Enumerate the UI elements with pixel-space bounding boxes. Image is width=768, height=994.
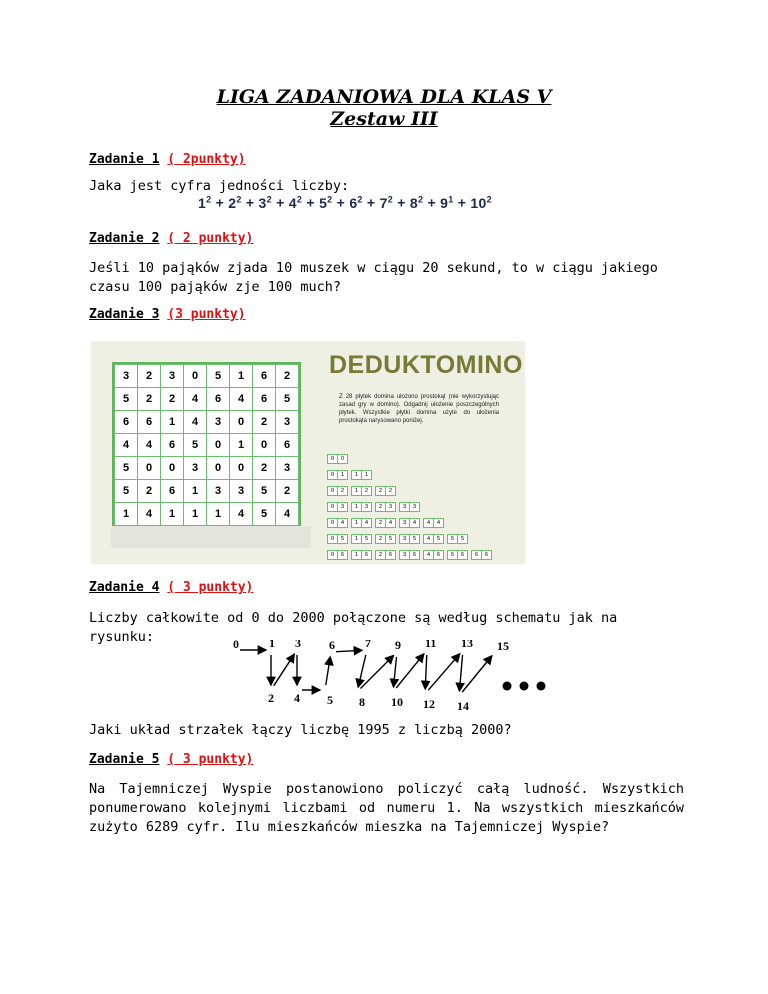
plus-sign: + — [362, 194, 380, 211]
domino-tile — [471, 550, 491, 560]
domino-half: 5 — [447, 550, 458, 560]
grid-cell: 1 — [161, 411, 184, 434]
domino-half: 3 — [399, 534, 410, 544]
formula-term: $6^2$ — [349, 194, 363, 211]
task-points: ( 2 punkty) — [167, 231, 254, 246]
domino-tile — [327, 486, 347, 496]
domino-half: 5 — [433, 534, 444, 544]
grid-cell: 2 — [138, 388, 161, 411]
grid-cell: 3 — [207, 411, 230, 434]
plus-sign: + — [271, 194, 289, 211]
domino-tile — [375, 534, 395, 544]
formula-term: $5^2$ — [319, 194, 333, 211]
domino-half: 0 — [327, 550, 338, 560]
task-points: ( 3 punkty) — [167, 752, 254, 767]
formula-term: $7^2$ — [379, 194, 393, 211]
grid-row — [115, 457, 299, 480]
domino-half: 0 — [327, 486, 338, 496]
plus-sign: + — [241, 194, 259, 211]
grid-cell: 1 — [115, 503, 138, 526]
deduktomino-title: DEDUKTOMINO — [329, 351, 523, 379]
grid-cell: 1 — [184, 480, 207, 503]
task-3-heading — [89, 307, 246, 322]
domino-half: 6 — [471, 550, 482, 560]
grid-cell: 1 — [184, 503, 207, 526]
grid-cell: 3 — [276, 457, 299, 480]
domino-half: 2 — [361, 486, 372, 496]
scheme-number: 4 — [294, 691, 300, 705]
domino-half: 2 — [375, 486, 386, 496]
grid-cell: 4 — [184, 411, 207, 434]
grid-cell: 4 — [115, 434, 138, 457]
domino-tile — [375, 486, 395, 496]
domino-half: 5 — [457, 534, 468, 544]
domino-half: 1 — [337, 470, 348, 480]
grid-cell: 3 — [161, 365, 184, 388]
domino-half: 3 — [399, 502, 410, 512]
task-4-heading — [89, 580, 253, 595]
grid-cell: 1 — [207, 503, 230, 526]
grid-cell: 6 — [207, 388, 230, 411]
scheme-arrow — [425, 655, 427, 689]
grid-row — [115, 388, 299, 411]
domino-tile — [327, 518, 347, 528]
task-5-text: Na Tajemniczej Wyspie postanowiono policzyć całą ludność. Wszystkich ponumerowano kolejnymi liczbami od numeru 1. Na wszystkich mieszkańców zużyto 6289 cyfr. Ilu mieszkańców mieszka na Tajemniczej Wyspie? — [89, 781, 684, 835]
ellipsis-dot — [503, 682, 512, 691]
grid-cell: 2 — [138, 365, 161, 388]
domino-tile — [375, 518, 395, 528]
grid-cell: 6 — [161, 434, 184, 457]
grid-cell: 2 — [161, 388, 184, 411]
domino-tile — [399, 518, 419, 528]
domino-half: 4 — [423, 518, 434, 528]
domino-half: 4 — [423, 534, 434, 544]
domino-half: 1 — [351, 550, 362, 560]
scheme-number: 2 — [268, 691, 274, 705]
scheme-number: 11 — [425, 640, 437, 650]
grid-cell: 0 — [207, 457, 230, 480]
domino-half: 2 — [375, 550, 386, 560]
domino-half: 0 — [327, 502, 338, 512]
grid-cell: 4 — [184, 388, 207, 411]
grid-cell: 2 — [138, 480, 161, 503]
task-label: Zadanie 5 — [89, 752, 160, 767]
grid-cell: 5 — [115, 388, 138, 411]
domino-half: 3 — [385, 502, 396, 512]
domino-tile — [447, 534, 467, 544]
task-label: Zadanie 2 — [89, 231, 160, 246]
grid-cell: 0 — [230, 411, 253, 434]
blank-strip — [111, 526, 311, 548]
task-4-text: Liczby całkowite od 0 do 2000 połączone są według schematu jak na rysunku: — [89, 610, 618, 645]
domino-half: 5 — [385, 534, 396, 544]
formula-term: $3^2$ — [258, 194, 272, 211]
scheme-arrow — [336, 650, 362, 651]
grid-cell: 5 — [115, 457, 138, 480]
arrow-scheme — [225, 640, 555, 710]
domino-half: 4 — [433, 518, 444, 528]
grid-cell: 4 — [138, 434, 161, 457]
grid-cell: 5 — [115, 480, 138, 503]
grid-cell: 0 — [230, 457, 253, 480]
grid-cell: 1 — [230, 365, 253, 388]
domino-half: 0 — [327, 454, 338, 464]
domino-number-grid — [112, 362, 301, 528]
grid-cell: 5 — [253, 503, 276, 526]
grid-cell: 5 — [276, 388, 299, 411]
task-points: ( 2punkty) — [167, 152, 246, 167]
task-label: Zadanie 4 — [89, 580, 160, 595]
ellipsis-dot — [520, 682, 529, 691]
formula-term: $4^2$ — [288, 194, 303, 211]
task-points: (3 punkty) — [167, 307, 246, 322]
deduktomino-description: Z 28 płytek domina ułożono prostokąt (nie wykorzystując zasad gry w domino). Odgadnij ułożenie poszczególnych płytek. Wszystkie płytki domina użyte do ułożenia prostokąta narysowano poniżej. — [339, 394, 499, 424]
grid-cell: 6 — [115, 411, 138, 434]
domino-tile — [399, 550, 419, 560]
scheme-number: 0 — [233, 640, 239, 651]
grid-cell: 2 — [276, 480, 299, 503]
scheme-number: 12 — [423, 697, 435, 710]
domino-half: 6 — [409, 550, 420, 560]
domino-half: 2 — [375, 534, 386, 544]
domino-half: 4 — [361, 518, 372, 528]
scheme-arrow — [326, 657, 330, 685]
grid-cell: 6 — [253, 365, 276, 388]
grid-cell: 1 — [230, 434, 253, 457]
domino-tile — [327, 550, 347, 560]
plus-sign: + — [211, 194, 229, 211]
task-4-question: Jaki układ strzałek łączy liczbę 1995 z liczbą 2000? — [89, 722, 512, 738]
grid-cell: 1 — [161, 503, 184, 526]
domino-half: 1 — [351, 534, 362, 544]
scheme-number: 9 — [395, 640, 401, 652]
task-points: ( 3 punkty) — [167, 580, 254, 595]
grid-row — [115, 503, 299, 526]
domino-half: 6 — [481, 550, 492, 560]
formula-term: $9^1$ — [440, 194, 454, 211]
domino-tile — [423, 534, 443, 544]
domino-half: 0 — [327, 470, 338, 480]
plus-sign: + — [332, 194, 350, 211]
domino-half: 1 — [351, 486, 362, 496]
grid-row — [115, 480, 299, 503]
domino-half: 5 — [447, 534, 458, 544]
grid-cell: 5 — [207, 365, 230, 388]
domino-tile — [423, 518, 443, 528]
scheme-arrow — [274, 654, 295, 686]
scheme-arrow — [428, 654, 459, 690]
task-label: Zadanie 3 — [89, 307, 160, 322]
scheme-arrow — [358, 655, 366, 687]
task-2-heading — [89, 231, 253, 246]
domino-half: 2 — [385, 486, 396, 496]
domino-tile — [351, 502, 371, 512]
grid-cell: 4 — [230, 503, 253, 526]
grid-cell: 0 — [161, 457, 184, 480]
domino-half: 2 — [375, 518, 386, 528]
formula-term: $1^2$ — [198, 194, 212, 211]
grid-cell: 5 — [253, 480, 276, 503]
domino-half: 6 — [337, 550, 348, 560]
domino-half: 3 — [361, 502, 372, 512]
scheme-number: 14 — [457, 699, 469, 710]
task-label: Zadanie 1 — [89, 152, 160, 167]
scheme-number: 13 — [461, 640, 473, 650]
task-1-heading — [89, 152, 246, 167]
grid-row — [115, 434, 299, 457]
domino-tile — [351, 470, 371, 480]
plus-sign: + — [302, 194, 320, 211]
domino-half: 2 — [337, 486, 348, 496]
scheme-number: 10 — [391, 695, 403, 709]
scheme-number: 3 — [295, 640, 301, 650]
domino-half: 0 — [327, 518, 338, 528]
domino-half: 3 — [337, 502, 348, 512]
domino-half: 6 — [361, 550, 372, 560]
domino-tile — [375, 502, 395, 512]
grid-cell: 6 — [253, 388, 276, 411]
grid-cell: 3 — [184, 457, 207, 480]
formula-term: $8^2$ — [409, 194, 424, 211]
domino-half: 5 — [337, 534, 348, 544]
domino-tile — [399, 534, 419, 544]
task-5-heading — [89, 752, 253, 767]
scheme-arrow — [459, 655, 462, 691]
grid-row — [115, 365, 299, 388]
domino-half: 6 — [385, 550, 396, 560]
grid-cell: 0 — [207, 434, 230, 457]
document-title-line2: Zestaw III — [330, 108, 438, 130]
grid-cell: 0 — [138, 457, 161, 480]
domino-tile — [327, 534, 347, 544]
domino-half: 5 — [409, 534, 420, 544]
domino-half: 1 — [351, 470, 362, 480]
domino-half: 4 — [385, 518, 396, 528]
grid-cell: 2 — [253, 457, 276, 480]
scheme-arrow — [396, 654, 424, 688]
domino-half: 1 — [351, 518, 362, 528]
domino-half: 0 — [327, 534, 338, 544]
domino-half: 4 — [337, 518, 348, 528]
scheme-number: 5 — [327, 693, 333, 707]
domino-half: 4 — [409, 518, 420, 528]
domino-tile — [447, 550, 467, 560]
domino-tile — [351, 550, 371, 560]
task-1-text: Jaka jest cyfra jedności liczby: — [89, 178, 350, 194]
ellipsis-dot — [537, 682, 546, 691]
formula-term: $10^2$ — [470, 194, 492, 211]
task-2-text: Jeśli 10 pająków zjada 10 muszek w ciągu 20 sekund, to w ciągu jakiego czasu 100 pająków zje 100 much? — [89, 260, 658, 295]
domino-half: 0 — [337, 454, 348, 464]
domino-half: 4 — [423, 550, 434, 560]
grid-cell: 2 — [253, 411, 276, 434]
domino-half: 6 — [433, 550, 444, 560]
deduktomino-puzzle — [91, 341, 525, 564]
grid-row — [115, 411, 299, 434]
power-sum-formula — [198, 194, 492, 211]
domino-half: 5 — [361, 534, 372, 544]
grid-cell: 0 — [184, 365, 207, 388]
grid-cell: 4 — [230, 388, 253, 411]
domino-tile — [351, 486, 371, 496]
plus-sign: + — [393, 194, 410, 211]
domino-tile — [351, 534, 371, 544]
domino-half: 3 — [399, 518, 410, 528]
grid-cell: 5 — [184, 434, 207, 457]
grid-cell: 3 — [207, 480, 230, 503]
domino-tile — [327, 502, 347, 512]
grid-cell: 6 — [161, 480, 184, 503]
grid-cell: 2 — [276, 365, 299, 388]
scheme-arrow — [462, 656, 492, 692]
domino-tile — [327, 470, 347, 480]
domino-tile — [351, 518, 371, 528]
domino-tile — [423, 550, 443, 560]
plus-sign: + — [453, 194, 471, 211]
scheme-arrow — [393, 657, 396, 687]
domino-half: 2 — [375, 502, 386, 512]
plus-sign: + — [423, 194, 441, 211]
grid-cell: 3 — [230, 480, 253, 503]
grid-cell: 4 — [138, 503, 161, 526]
scheme-number: 15 — [497, 640, 509, 653]
scheme-arrow — [361, 656, 394, 689]
grid-cell: 6 — [138, 411, 161, 434]
domino-half: 3 — [399, 550, 410, 560]
domino-tile — [375, 550, 395, 560]
domino-tile — [327, 454, 347, 464]
grid-cell: 4 — [276, 503, 299, 526]
scheme-number: 7 — [365, 640, 371, 650]
grid-cell: 3 — [115, 365, 138, 388]
domino-half: 1 — [361, 470, 372, 480]
formula-term: $2^2$ — [228, 194, 242, 211]
scheme-number: 6 — [329, 640, 335, 652]
scheme-number: 8 — [359, 695, 365, 709]
domino-half: 1 — [351, 502, 362, 512]
grid-cell: 3 — [276, 411, 299, 434]
document-title-line1: LIGA ZADANIOWA DLA KLAS V — [216, 86, 552, 108]
domino-half: 6 — [457, 550, 468, 560]
grid-cell: 0 — [253, 434, 276, 457]
scheme-number: 1 — [269, 640, 275, 650]
grid-cell: 6 — [276, 434, 299, 457]
domino-tile — [399, 502, 419, 512]
domino-half: 3 — [409, 502, 420, 512]
